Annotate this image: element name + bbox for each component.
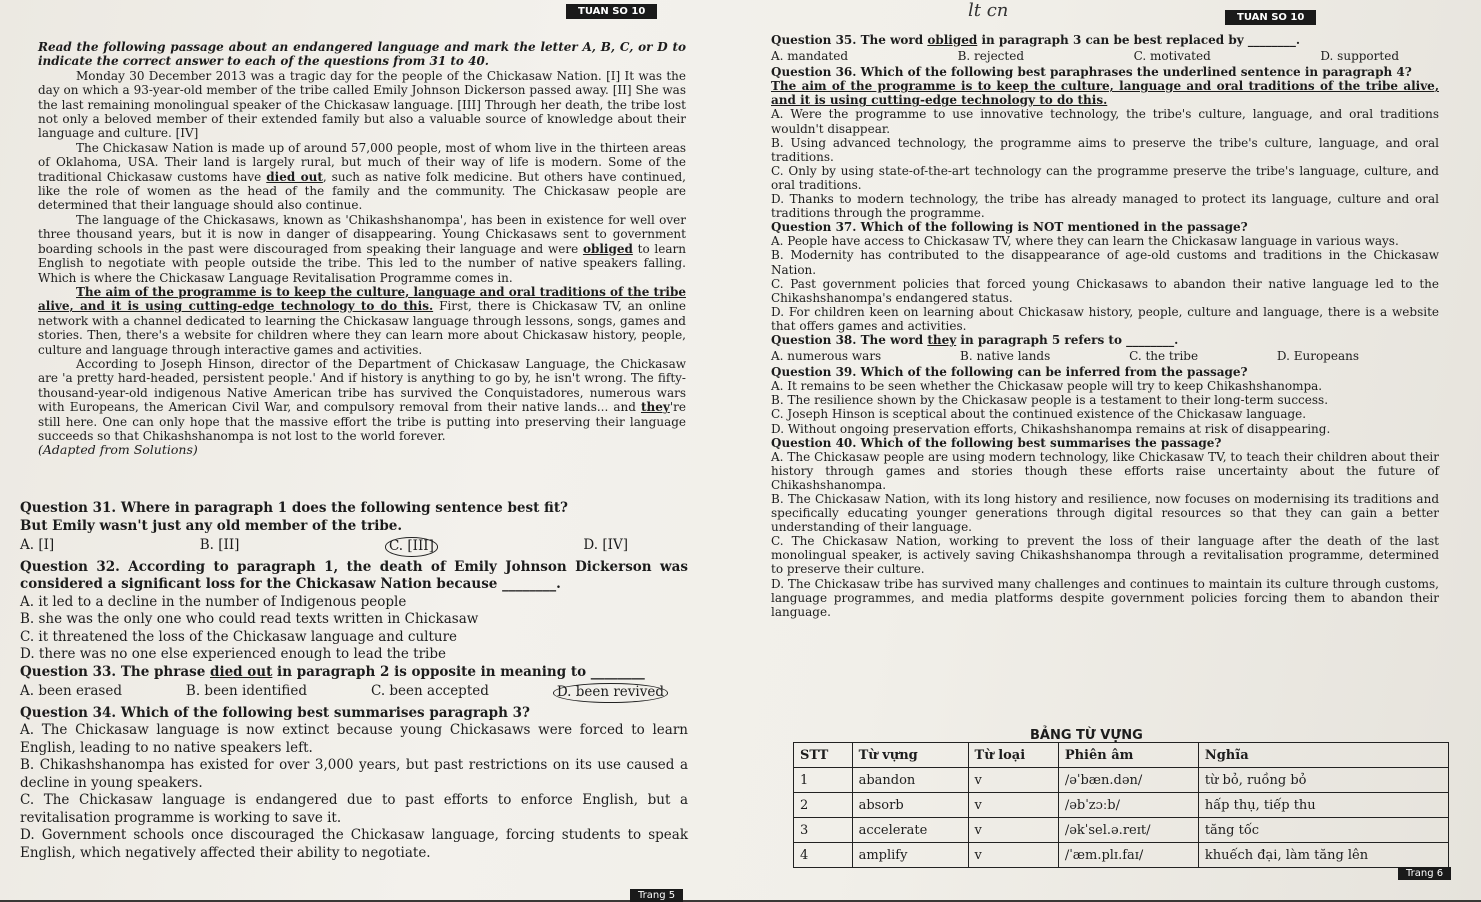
option[interactable]: B. The resilience shown by the Chickasaw people is a testament to their long-term success. — [771, 393, 1329, 408]
vocab-title: BẢNG TỪ VỰNG — [1030, 728, 1143, 743]
q38-options — [771, 349, 1439, 363]
table-row — [794, 768, 1449, 793]
option[interactable]: A. mandated — [771, 49, 848, 64]
cell: amplify — [852, 843, 968, 868]
q31-sentence: But Emily wasn't just any old member of the tribe. — [20, 517, 403, 534]
instruction: Read the following passage about an endangered language and mark the letter A, B, C, or D to indicate the correct answer to each of the questions from 31 to 40. — [38, 40, 686, 69]
option[interactable]: D. Government schools once discouraged the Chickasaw language, forcing students to speak English, which negatively affected their ability to negotiate. — [20, 827, 688, 861]
option[interactable]: A. numerous wars — [771, 349, 882, 364]
option[interactable]: B. native lands — [960, 349, 1051, 364]
col-header: Từ loại — [968, 743, 1058, 768]
table-row — [794, 843, 1449, 868]
cell: 2 — [794, 793, 853, 818]
question-32: Question 32. According to paragraph 1, the death of Emily Johnson Dickerson was considered a significant loss for the Chickasaw Nation because ________. — [20, 558, 688, 592]
option[interactable]: D. Thanks to modern technology, the tribe has already managed to protect its language, culture and oral traditions through the programme. — [771, 192, 1439, 221]
option[interactable]: A. People have access to Chickasaw TV, where they can learn the Chickasaw language in various ways. — [771, 234, 1399, 249]
cell: abandon — [852, 768, 968, 793]
option[interactable]: A. [I] — [20, 537, 55, 553]
cell: 4 — [794, 843, 853, 868]
vocab-header-row — [794, 743, 1449, 768]
q35-options — [771, 49, 1439, 63]
option-circled[interactable]: C. The Chickasaw language is endangered due to past efforts to enforce English, but a revitalisation programme is working to save it. — [20, 792, 688, 826]
col-header: Phiên âm — [1058, 743, 1198, 768]
question-40: Question 40. Which of the following best summarises the passage? — [771, 435, 1222, 450]
option[interactable]: A. Were the programme to use innovative technology, the tribe's culture, language, and oral traditions wouldn't disappear. — [771, 107, 1439, 136]
cell: v — [968, 793, 1058, 818]
cell: hấp thụ, tiếp thu — [1198, 793, 1448, 818]
option[interactable]: C. Joseph Hinson is sceptical about the continued existence of the Chickasaw language. — [771, 407, 1307, 422]
question-39: Question 39. Which of the following can be inferred from the passage? — [771, 365, 1248, 380]
reading-passage — [38, 40, 686, 458]
cell: /əkˈsel.ə.reɪt/ — [1058, 818, 1198, 843]
option[interactable]: D. For children keen on learning about Chickasaw history, people, culture and language, there is a website that offers games and activities. — [771, 304, 1439, 333]
option[interactable]: A. it led to a decline in the number of Indigenous people — [20, 593, 407, 610]
option[interactable]: D. Europeans — [1276, 349, 1359, 364]
option[interactable]: C. the tribe — [1129, 349, 1199, 364]
col-header: STT — [794, 743, 853, 768]
questions-31-34 — [20, 500, 688, 862]
paragraph-4: The aim of the programme is to keep the culture, language and oral traditions of the tribe alive, and it is using cutting-edge technology to do this. First, there is Chickasaw TV, an online network with a channel dedicated to learning the Chickasaw language through lessons, songs, games and stories. Then, there's a website for children where they can learn more about Chickasaw history, people, culture and language through interactive games and activities. — [38, 284, 687, 357]
q36-quote: The aim of the programme is to keep the culture, language and oral traditions of the tribe alive, and it is using cutting-edge technology to do this. — [771, 79, 1439, 108]
cell: khuếch đại, làm tăng lên — [1198, 843, 1448, 868]
option[interactable]: B. she was the only one who could read texts written in Chickasaw — [20, 611, 479, 627]
right-week-tab: TUAN SO 10 — [1225, 10, 1316, 25]
col-header: Nghĩa — [1198, 743, 1448, 768]
question-34: Question 34. Which of the following best summarises paragraph 3? — [20, 704, 530, 721]
paragraph-2: The Chickasaw Nation is made up of around 57,000 people, most of whom live in the thirteen areas of Oklahoma, USA. Their land is largely rural, but much of their way of life is modern. Some of the traditional Chickasaw customs have died out, such as native folk medicine. But others have continued, like the role of women as the head of the family and the community. The Chickasaw people are determined that their language should also continue. — [38, 140, 686, 213]
question-31: Question 31. Where in paragraph 1 does the following sentence best fit? — [20, 500, 568, 516]
cell: 1 — [794, 768, 853, 793]
cell: từ bỏ, ruồng bỏ — [1198, 768, 1448, 793]
source-note: (Adapted from Solutions) — [38, 442, 198, 458]
option[interactable]: A. The Chickasaw people are using modern technology, like Chickasaw TV, to teach their children about their history through games and stories though these efforts raise uncertainty about the future of Chikashshanompa. — [771, 449, 1439, 492]
option[interactable]: B. The Chickasaw Nation, with its long history and resilience, now focuses on modernising its traditions and specifically educating younger generations through digital resources so that they can gain a better understanding of their language. — [771, 492, 1439, 535]
cell: 3 — [794, 818, 853, 843]
cell: absorb — [852, 793, 968, 818]
option[interactable]: C. motivated — [1133, 49, 1211, 64]
q33-options — [20, 683, 688, 703]
col-header: Từ vựng — [852, 743, 968, 768]
option[interactable]: A. The Chickasaw language is now extinct because young Chickasaws were forced to learn English, leading to no native speakers left. — [20, 722, 688, 756]
page-number-left: Trang 5 — [630, 889, 683, 902]
option[interactable]: B. Chikashshanompa has existed for over 3,000 years, but past restrictions on its use caused a decline in young speakers. — [20, 757, 688, 791]
cell: tăng tốc — [1198, 818, 1448, 843]
question-36: Question 36. Which of the following best paraphrases the underlined sentence in paragraph 4? — [771, 65, 1412, 80]
question-37: Question 37. Which of the following is NOT mentioned in the passage? — [771, 220, 1248, 235]
option[interactable]: C. Past government policies that forced young Chickasaws to abandon their native language led to the Chikashshanompa's endangered status. — [771, 276, 1439, 305]
option[interactable]: C. been accepted — [370, 683, 489, 699]
cell: v — [968, 768, 1058, 793]
cell: /əˈbæn.dən/ — [1058, 768, 1198, 793]
q31-options — [20, 537, 688, 557]
page-number-right: Trang 6 — [1398, 867, 1451, 880]
table-row — [794, 818, 1449, 843]
cell: v — [968, 843, 1058, 868]
option[interactable]: D. there was no one else experienced enough to lead the tribe — [20, 646, 446, 662]
option[interactable]: C. The Chickasaw Nation, working to prevent the loss of their language after the death of the last monolingual speaker, is actively saving Chikashshanompa through a revitalisation programme, determined to preserve their culture. — [771, 534, 1439, 577]
option[interactable]: A. It remains to be seen whether the Chickasaw people will try to keep Chikashshanompa. — [771, 379, 1323, 394]
handwritten-note: lt cn — [968, 0, 1009, 21]
option[interactable]: D. [IV] — [583, 537, 628, 553]
option[interactable]: B. rejected — [957, 49, 1025, 64]
question-35: Question 35. The word obliged in paragraph 3 can be best replaced by ________. — [771, 33, 1301, 47]
cell: /əbˈzɔːb/ — [1058, 793, 1198, 818]
questions-35-40 — [771, 33, 1439, 619]
question-33: Question 33. The phrase died out in paragraph 2 is opposite in meaning to ________ — [20, 663, 645, 680]
option[interactable]: D. Without ongoing preservation efforts, Chikashshanompa remains at risk of disappearing. — [771, 421, 1331, 436]
option[interactable]: A. been erased — [20, 683, 122, 699]
cell: /ˈæm.plɪ.faɪ/ — [1058, 843, 1198, 868]
option-circled[interactable]: C. [III] — [385, 537, 438, 557]
option[interactable]: B. Using advanced technology, the programme aims to preserve the tribe's culture, language, and oral traditions. — [771, 135, 1439, 164]
option-circled[interactable]: C. it threatened the loss of the Chickasaw language and culture — [20, 628, 458, 645]
paragraph-1: Monday 30 December 2013 was a tragic day for the people of the Chickasaw Nation. [I] It was the day on which a 93-year-old member of the tribe called Emily Johnson Dickerson passed away. [II] She was the last remaining monolingual speaker of the Chickasaw language. [III] Through her death, the tribe lost not only a beloved member of their extended family but also a valuable source of knowledge about their language and culture. [IV] — [38, 68, 686, 141]
paragraph-5: According to Joseph Hinson, director of the Department of Chickasaw Language, the Chickasaw are 'a pretty hard-headed, persistent people.' And if history is anything to go by, he isn't wrong. The fifty-thousand-year-old indigenous Native American tribe has survived the Conquistadores, numerous wars with Europeans, the American Civil War, and compulsory removal from their native lands... and they're still here. One can only hope that the massive effort the tribe is putting into preserving their language succeeds so that Chikashshanompa is not lost to the world forever. — [38, 356, 686, 443]
option[interactable]: B. Modernity has contributed to the disappearance of age-old customs and traditions in the Chickasaw Nation. — [771, 248, 1439, 277]
left-week-tab: TUAN SO 10 — [566, 4, 657, 19]
option[interactable]: C. Only by using state-of-the-art technology can the programme preserve the tribe's language, culture, and oral traditions. — [771, 163, 1439, 192]
option[interactable]: B. been identified — [185, 683, 308, 699]
option-circled[interactable]: D. been revived — [553, 683, 668, 703]
option[interactable]: B. [II] — [199, 537, 240, 553]
cell: v — [968, 818, 1058, 843]
option[interactable]: D. The Chickasaw tribe has survived many challenges and continues to maintain its culture through customs, language programmes, and media platforms despite government policies forcing them to abandon their language. — [771, 576, 1439, 619]
table-row — [794, 793, 1449, 818]
question-38: Question 38. The word they in paragraph 5 refers to ________. — [771, 332, 1179, 347]
paragraph-3: The language of the Chickasaws, known as 'Chikashshanompa', has been in existence for well over three thousand years, but it is now in danger of disappearing. Young Chickasaws sent to government boarding schools in the past were discouraged from speaking their language and were obliged to learn English to negotiate with people outside the tribe. This led to the number of native speakers falling. Which is where the Chickasaw Language Revitalisation Programme comes in. — [38, 212, 686, 285]
option[interactable]: D. supported — [1320, 49, 1399, 64]
cell: accelerate — [852, 818, 968, 843]
vocab-table — [793, 742, 1449, 868]
